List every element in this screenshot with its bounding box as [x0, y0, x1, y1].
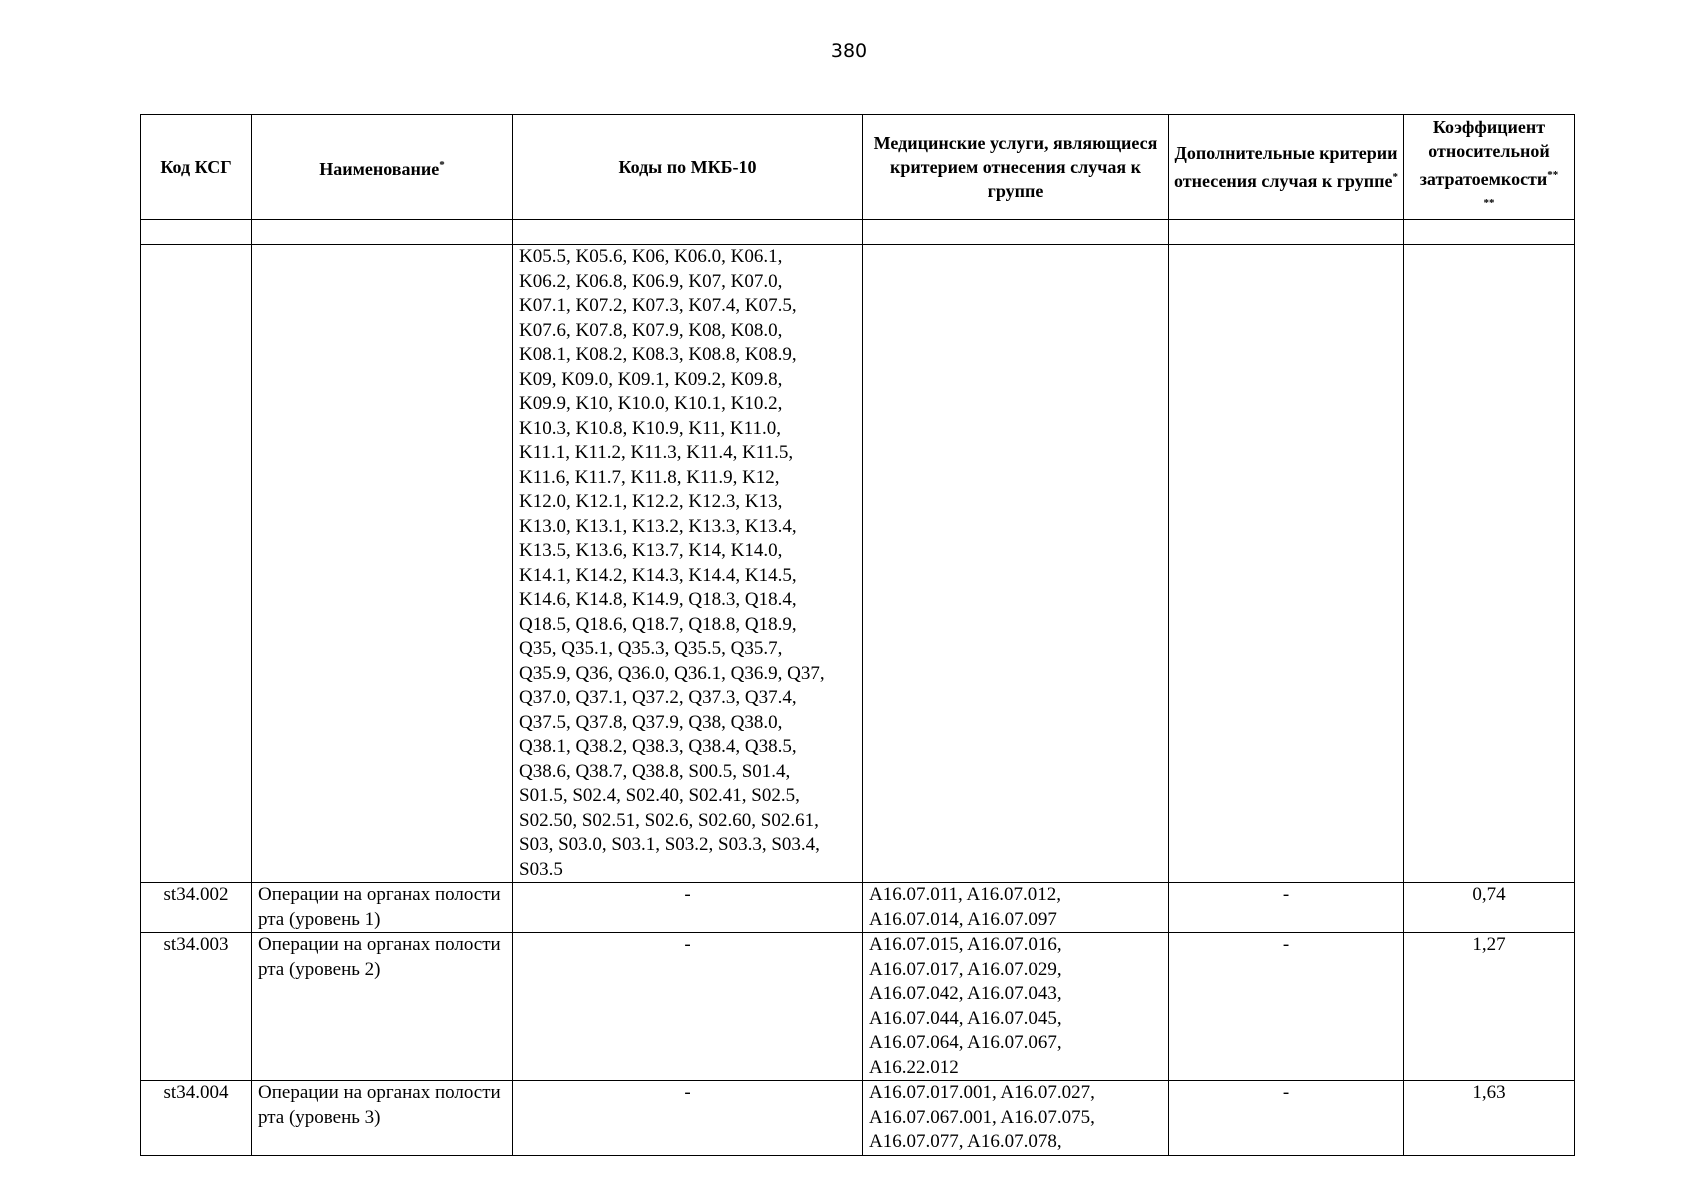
cell-extra-criteria: [1169, 245, 1404, 883]
footnote-mark: *: [439, 159, 445, 171]
cell-name: Операции на органах полости рта (уровень 3): [252, 1081, 513, 1156]
cell-coefficient: 1,63: [1404, 1081, 1575, 1156]
table-row: [141, 883, 1575, 933]
cell-extra-criteria: -: [1169, 883, 1404, 933]
cell-name: [252, 245, 513, 883]
table-spacer-row: [141, 220, 1575, 245]
cell-coefficient: 1,27: [1404, 933, 1575, 1081]
cell-code: st34.003: [141, 933, 252, 1081]
table-row-continuation: [141, 245, 1575, 883]
header-coefficient: Коэффициент относительной затратоемкости** **: [1404, 115, 1575, 220]
cell-icd-codes: K05.5, K05.6, K06, K06.0, K06.1, K06.2, K06.8, K06.9, K07, K07.0, K07.1, K07.2, K07.3, K07.4, K07.5, K07.6, K07.8, K07.9, K08, K08.0, K08.1, K08.2, K08.3, K08.8, K08.9, K09, K09.0, K09.1, K09.2, K09.8, K09.9, K10, K10.0, K10.1, K10.2, K10.3, K10.8, K10.9, K11, K11.0, K11.1, K11.2, K11.3, K11.4, K11.5, K11.6, K11.7, K11.8, K11.9, K12, K12.0, K12.1, K12.2, K12.3, K13, K13.0, K13.1, K13.2, K13.3, K13.4, K13.5, K13.6, K13.7, K14, K14.0, K14.1, K14.2, K14.3, K14.4, K14.5, K14.6, K14.8, K14.9, Q18.3, Q18.4, Q18.5, Q18.6, Q18.7, Q18.8, Q18.9, Q35, Q35.1, Q35.3, Q35.5, Q35.7, Q35.9, Q36, Q36.0, Q36.1, Q36.9, Q37, Q37.0, Q37.1, Q37.2, Q37.3, Q37.4, Q37.5, Q37.8, Q37.9, Q38, Q38.0, Q38.1, Q38.2, Q38.3, Q38.4, Q38.5, Q38.6, Q38.7, Q38.8, S00.5, S01.4, S01.5, S02.4, S02.40, S02.41, S02.5, S02.50, S02.51, S02.6, S02.60, S02.61, S03, S03.0, S03.1, S03.2, S03.3, S03.4, S03.5: [513, 245, 863, 883]
cell-code: [141, 245, 252, 883]
table-row: [141, 1081, 1575, 1156]
cell-icd-codes: -: [513, 883, 863, 933]
header-extra-criteria: Дополнительные критерии отнесения случая к группе*: [1169, 115, 1404, 220]
header-services: Медицинские услуги, являющиеся критерием отнесения случая к группе: [863, 115, 1169, 220]
cell-services: [863, 245, 1169, 883]
cell-coefficient: 0,74: [1404, 883, 1575, 933]
table-row: [141, 933, 1575, 1081]
page-number: 380: [830, 40, 868, 62]
cell-services: A16.07.017.001, A16.07.027, A16.07.067.001, A16.07.075, A16.07.077, A16.07.078,: [863, 1081, 1169, 1156]
cell-services: A16.07.011, A16.07.012, A16.07.014, A16.07.097: [863, 883, 1169, 933]
cell-extra-criteria: -: [1169, 933, 1404, 1081]
footnote-mark: *: [1392, 171, 1398, 183]
cell-extra-criteria: -: [1169, 1081, 1404, 1156]
footnote-mark: **: [1483, 197, 1495, 209]
cell-icd-codes: -: [513, 933, 863, 1081]
cell-icd-codes: -: [513, 1081, 863, 1156]
cell-code: st34.002: [141, 883, 252, 933]
cell-coefficient: [1404, 245, 1575, 883]
header-code: Код КСГ: [141, 115, 252, 220]
header-icd: Коды по МКБ-10: [513, 115, 863, 220]
cell-code: st34.004: [141, 1081, 252, 1156]
cell-name: Операции на органах полости рта (уровень 2): [252, 933, 513, 1081]
table-header-row: [141, 115, 1575, 220]
cell-services: A16.07.015, A16.07.016, A16.07.017, A16.07.029, A16.07.042, A16.07.043, A16.07.044, A16.07.045, A16.07.064, A16.07.067, A16.22.012: [863, 933, 1169, 1081]
ksg-table: [140, 114, 1575, 1156]
header-name: Наименование*: [252, 115, 513, 220]
cell-name: Операции на органах полости рта (уровень 1): [252, 883, 513, 933]
footnote-mark: **: [1547, 169, 1559, 181]
